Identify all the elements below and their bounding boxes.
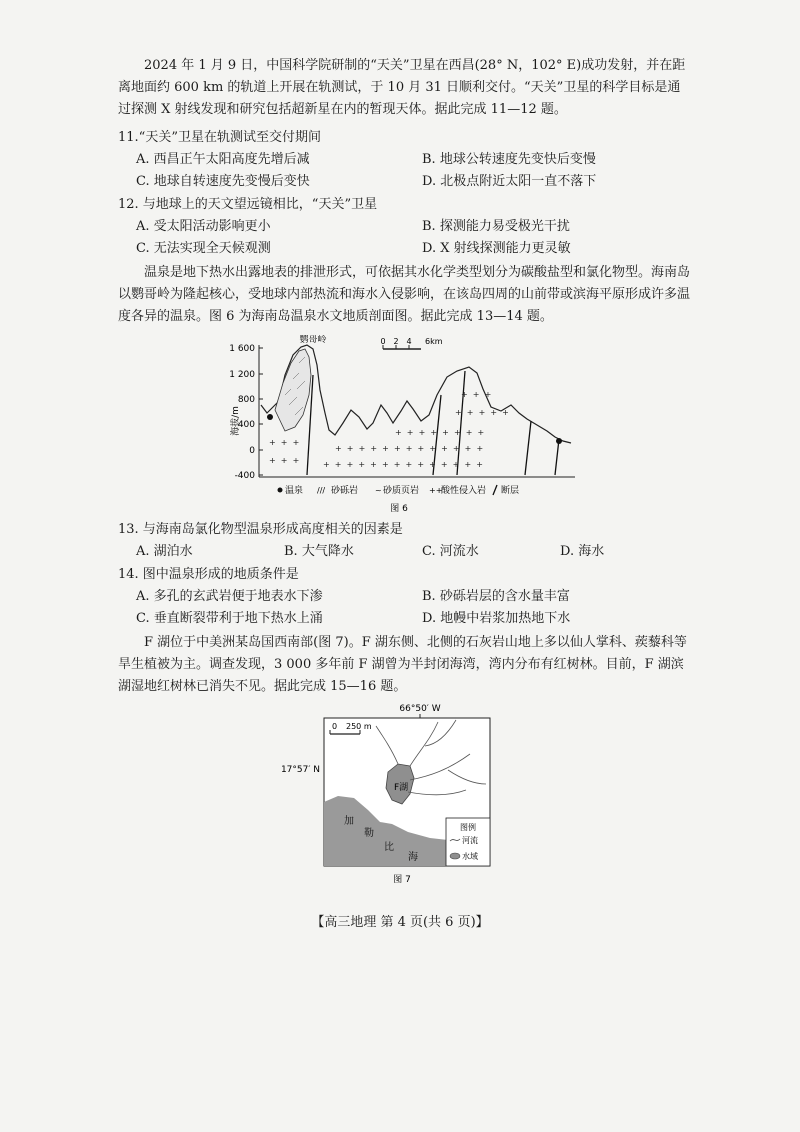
- ytick-0: 0: [249, 446, 255, 456]
- q11-option-a: A. 西昌正午太阳高度先增后减: [136, 152, 310, 167]
- legend-hot-spring: 温泉: [285, 486, 304, 496]
- sea-char-3: 比: [384, 842, 394, 853]
- legend-river: 河流: [462, 836, 478, 845]
- ytick-400: 400: [237, 420, 255, 430]
- peak-label: 鹦哥岭: [299, 335, 327, 345]
- sea-char-1: 加: [344, 816, 354, 827]
- figure-6-scale-bar: [380, 337, 442, 349]
- ytick-1600: 1 600: [229, 344, 255, 354]
- ytick-800: 800: [237, 395, 255, 405]
- svg-text:+ + + + + + + + + +: + + + + + + + + + + + + +: [335, 444, 484, 453]
- passage-lake-f: F 湖位于中美洲某岛国西南部(图 7)。F 湖东侧、北侧的石灰岩山地上多以仙人掌科、蒺藜科等旱生植被为主。调查发现，3 000 多年前 F 湖曾为半封闭海湾，湾内分布有红树林。目前，F 湖滨湖湿地红树林已消失不见。据此完成 15—16 题。: [118, 635, 687, 694]
- q11-option-d: D. 北极点附近太阳一直不落下: [422, 174, 597, 189]
- q14-option-c: C. 垂直断裂带利于地下热水上涌: [136, 611, 323, 626]
- svg-text:4: 4: [406, 337, 412, 346]
- svg-text:2: 2: [393, 337, 399, 346]
- legend-intrusive: 酸性侵入岩: [441, 486, 487, 496]
- svg-text:+ + +: + + +: [269, 438, 300, 447]
- legend-shale: 砂质页岩: [383, 486, 420, 496]
- svg-text:++: ++: [429, 486, 443, 495]
- q13-option-b: B. 大气降水: [284, 544, 354, 559]
- svg-text:0: 0: [332, 722, 338, 731]
- page-footer: 【高三地理 第 4 页(共 6 页)】: [311, 915, 489, 930]
- question-11-stem: 11.“天关”卫星在轨测试至交付期间: [118, 130, 321, 145]
- q13-option-a: A. 湖泊水: [136, 544, 193, 559]
- svg-text:///: ///: [317, 486, 326, 495]
- ytick-1200: 1 200: [229, 370, 255, 380]
- svg-text:0: 0: [380, 337, 386, 346]
- q14-option-b: B. 砂砾岩层的含水量丰富: [422, 589, 570, 604]
- q14-option-d: D. 地幔中岩浆加热地下水: [422, 611, 571, 626]
- sea-char-4: 海: [408, 852, 418, 863]
- figure-6-legend: [278, 484, 520, 496]
- q12-option-a: A. 受太阳活动影响更小: [136, 219, 271, 234]
- svg-text:+ + +: + + +: [461, 390, 492, 399]
- q11-option-b: B. 地球公转速度先变快后变慢: [422, 152, 596, 167]
- passage-hot-springs: 温泉是地下热水出露地表的排泄形式，可依据其水化学类型划分为碳酸盐型和氯化物型。海南岛以鹦哥岭为隆起核心，受地球内部热流和海水入侵影响，在该岛四周的山前带或滨海平原形成许多温度各异的温泉。图 6 为海南岛温泉水文地质剖面图。据此完成 13—14 题。: [118, 265, 691, 324]
- legend-sandstone: 砂砾岩: [331, 486, 359, 496]
- q14-option-a: A. 多孔的玄武岩便于地表水下渗: [136, 589, 323, 604]
- latitude-label: 17°57′ N: [280, 765, 320, 775]
- figure-6-profile: [225, 335, 585, 515]
- question-12-stem: 12. 与地球上的天文望远镜相比，“天关”卫星: [118, 197, 378, 212]
- svg-text:+ + + + + + + +: + + + + + + + +: [395, 428, 485, 437]
- q13-option-c: C. 河流水: [422, 544, 479, 559]
- svg-text:+ + + + + + + + + +: + + + + + + + + + + + + + +: [323, 460, 483, 469]
- ytick-neg400: -400: [234, 471, 255, 481]
- question-13-stem: 13. 与海南岛氯化物型温泉形成高度相关的因素是: [118, 522, 403, 537]
- svg-text:250 m: 250 m: [346, 722, 372, 731]
- q13-option-d: D. 海水: [560, 544, 605, 559]
- legend-hot-spring-icon: [278, 488, 283, 493]
- hot-spring-2: [556, 438, 562, 444]
- passage-satellite: 2024 年 1 月 9 日，中国科学院研制的“天关”卫星在西昌(28° N，102° E)成功发射，并在距离地面约 600 km 的轨道上开展在轨测试，于 10 月 31 日顺利交付。“天关”卫星的科学目标是通过探测 X 射线发现和研究包括超新星在内的暂现天体。据此完成 11—12 题。: [118, 58, 686, 117]
- f-lake-label: F湖: [394, 783, 409, 793]
- y-axis-label: 海拔/m: [231, 406, 241, 436]
- legend-water-icon: [450, 853, 460, 859]
- longitude-label: 66°50′ W: [399, 704, 441, 714]
- legend-title: 图例: [460, 823, 476, 832]
- legend-fault: 断层: [501, 486, 520, 496]
- hot-spring-1: [267, 414, 273, 420]
- figure-6-caption: 图 6: [390, 504, 408, 514]
- svg-text:+ + + + +: + + + + +: [455, 408, 509, 417]
- q12-option-b: B. 探测能力易受极光干扰: [422, 219, 570, 234]
- sea-char-2: 勒: [364, 828, 374, 839]
- figure-7-caption: 图 7: [393, 875, 411, 885]
- question-14-stem: 14. 图中温泉形成的地质条件是: [118, 567, 299, 582]
- q12-option-c: C. 无法实现全天候观测: [136, 241, 271, 256]
- figure-7-map: [280, 700, 520, 890]
- legend-fault-icon: [493, 485, 497, 495]
- sandstone-layer: [275, 349, 311, 431]
- svg-text:6km: 6km: [425, 337, 443, 346]
- q11-option-c: C. 地球自转速度先变慢后变快: [136, 174, 310, 189]
- q12-option-d: D. X 射线探测能力更灵敏: [422, 241, 571, 256]
- svg-text:~: ~: [375, 486, 382, 495]
- legend-water: 水域: [462, 852, 478, 861]
- svg-text:+ + +: + + +: [269, 456, 300, 465]
